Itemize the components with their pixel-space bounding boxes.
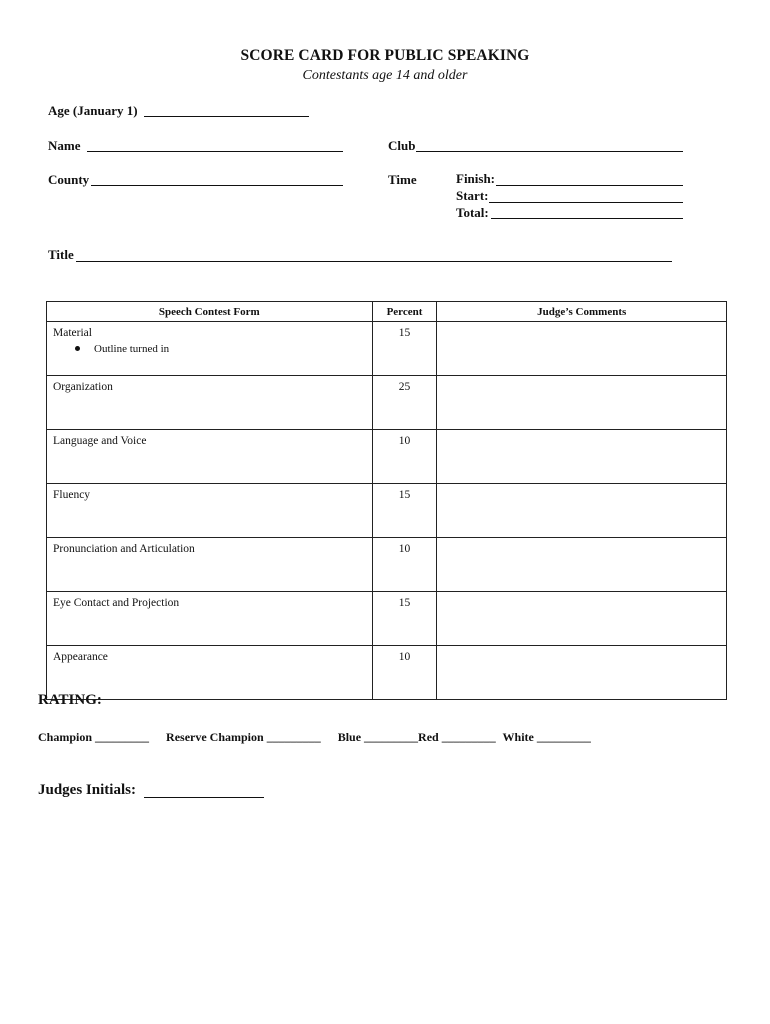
bullet-icon (75, 346, 80, 351)
table-row (47, 592, 727, 646)
start-label: Start: (456, 188, 489, 203)
start-field[interactable] (489, 202, 683, 203)
criterion-label: Material (53, 327, 92, 339)
judges-initials-field[interactable] (144, 797, 264, 798)
judges-initials-label: Judges Initials: (38, 782, 136, 798)
name-label: Name (48, 138, 81, 153)
table-row (47, 538, 727, 592)
time-label: Time (388, 172, 417, 187)
percent-cell: 10 (372, 538, 437, 592)
percent-cell: 10 (372, 430, 437, 484)
comments-cell[interactable] (437, 322, 727, 376)
sub-item-label: Outline turned in (94, 343, 170, 355)
column-header-comments: Judge’s Comments (437, 302, 727, 322)
age-field[interactable] (144, 116, 309, 117)
comments-cell[interactable] (437, 376, 727, 430)
table-row (47, 646, 727, 700)
name-field[interactable] (87, 151, 343, 152)
criterion-cell (47, 322, 373, 376)
finish-field[interactable] (496, 185, 683, 186)
criterion-cell: Language and Voice (47, 430, 373, 484)
age-label: Age (January 1) (48, 103, 138, 118)
comments-cell[interactable] (437, 538, 727, 592)
rating-heading: RATING: (38, 692, 102, 708)
rating-options (38, 730, 605, 745)
table-row (47, 376, 727, 430)
column-header-percent: Percent (372, 302, 437, 322)
rating-blue-red[interactable]: Blue _________Red _________ (337, 730, 496, 744)
comments-cell[interactable] (437, 646, 727, 700)
column-header-criterion: Speech Contest Form (47, 302, 373, 322)
criterion-cell: Pronunciation and Articulation (47, 538, 373, 592)
table-row (47, 430, 727, 484)
sub-item (75, 343, 366, 355)
table-row (47, 322, 727, 376)
comments-cell[interactable] (437, 592, 727, 646)
total-label: Total: (456, 205, 489, 220)
percent-cell: 15 (372, 322, 437, 376)
rating-white[interactable]: White _________ (502, 730, 591, 744)
table-header-row (47, 302, 727, 322)
percent-cell: 15 (372, 484, 437, 538)
rating-champion[interactable]: Champion _________ (38, 730, 150, 744)
total-field[interactable] (491, 218, 683, 219)
percent-cell: 25 (372, 376, 437, 430)
criterion-cell: Organization (47, 376, 373, 430)
county-label: County (48, 172, 90, 187)
page-title: SCORE CARD FOR PUBLIC SPEAKING (240, 47, 530, 64)
county-field[interactable] (91, 185, 343, 186)
page-subtitle: Contestants age 14 and older (302, 68, 468, 83)
criterion-cell: Fluency (47, 484, 373, 538)
club-label: Club (388, 138, 416, 153)
rating-reserve-champion[interactable]: Reserve Champion _________ (166, 730, 321, 744)
comments-cell[interactable] (437, 430, 727, 484)
criterion-cell: Eye Contact and Projection (47, 592, 373, 646)
table-row (47, 484, 727, 538)
club-field[interactable] (416, 151, 683, 152)
score-table (46, 301, 727, 700)
finish-label: Finish: (456, 171, 496, 186)
percent-cell: 15 (372, 592, 437, 646)
comments-cell[interactable] (437, 484, 727, 538)
speech-title-field[interactable] (76, 261, 672, 262)
percent-cell: 10 (372, 646, 437, 700)
speech-title-label: Title (48, 247, 74, 262)
criterion-cell: Appearance (47, 646, 373, 700)
